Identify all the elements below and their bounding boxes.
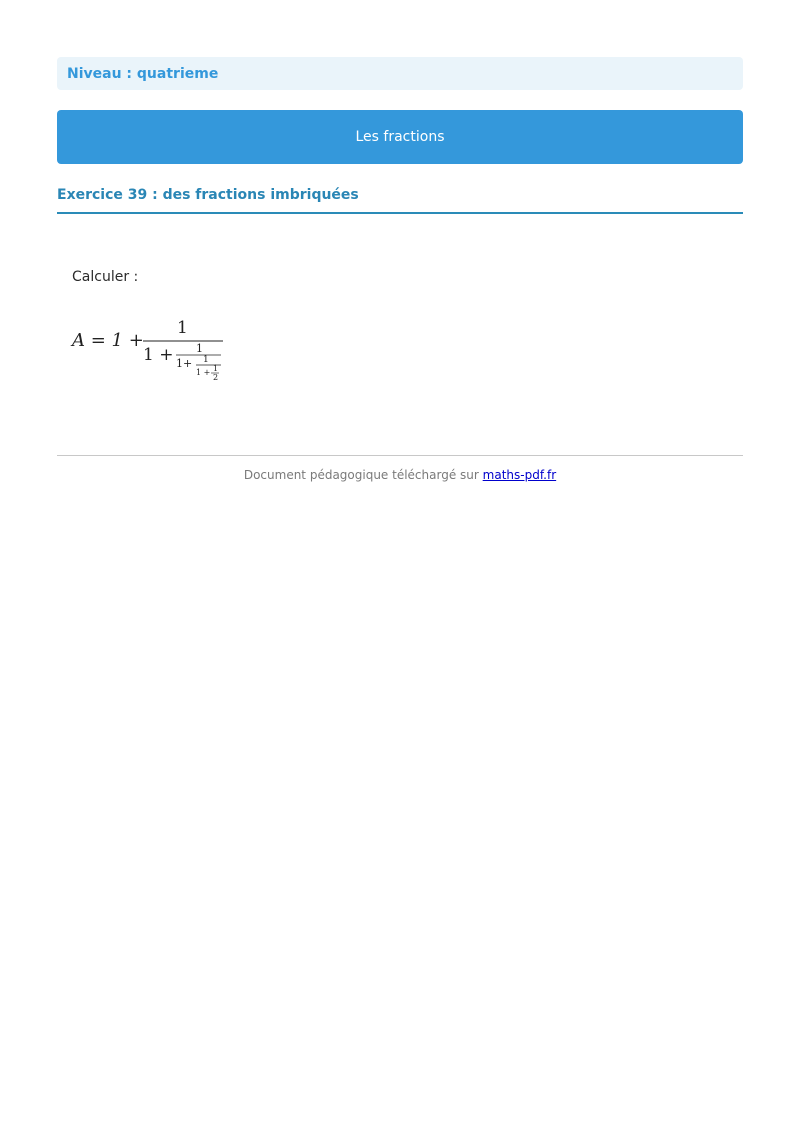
level-value: quatrieme: [136, 65, 219, 82]
formula-level2-prefix: 1+: [176, 357, 193, 370]
chapter-title: Les fractions: [355, 129, 445, 145]
level-box: [57, 57, 743, 90]
footer-link[interactable]: maths-pdf.fr: [482, 468, 557, 482]
formula-level4-denominator: 2: [213, 373, 219, 382]
footer: [57, 468, 743, 482]
formula-svg: [70, 312, 240, 384]
chapter-banner: [57, 110, 743, 164]
formula-level2-numerator: 1: [196, 342, 203, 355]
footer-text: Document pédagogique téléchargé sur: [243, 468, 479, 482]
exercise-instruction: Calculer :: [72, 269, 139, 285]
formula-lhs: A = 1 +: [72, 330, 144, 351]
exercise-title: Exercice 39 : des fractions imbriquées: [57, 184, 743, 214]
formula-level3-prefix: 1 +: [196, 368, 211, 377]
formula-level4-numerator: 1: [213, 364, 219, 373]
formula-denominator-prefix: 1 +: [143, 345, 174, 365]
nested-fraction-formula: [70, 312, 240, 384]
level-label: Niveau :: [67, 65, 133, 82]
formula-numerator: 1: [177, 318, 188, 338]
formula-level3-numerator: 1: [203, 355, 209, 365]
footer-divider: [57, 455, 743, 456]
